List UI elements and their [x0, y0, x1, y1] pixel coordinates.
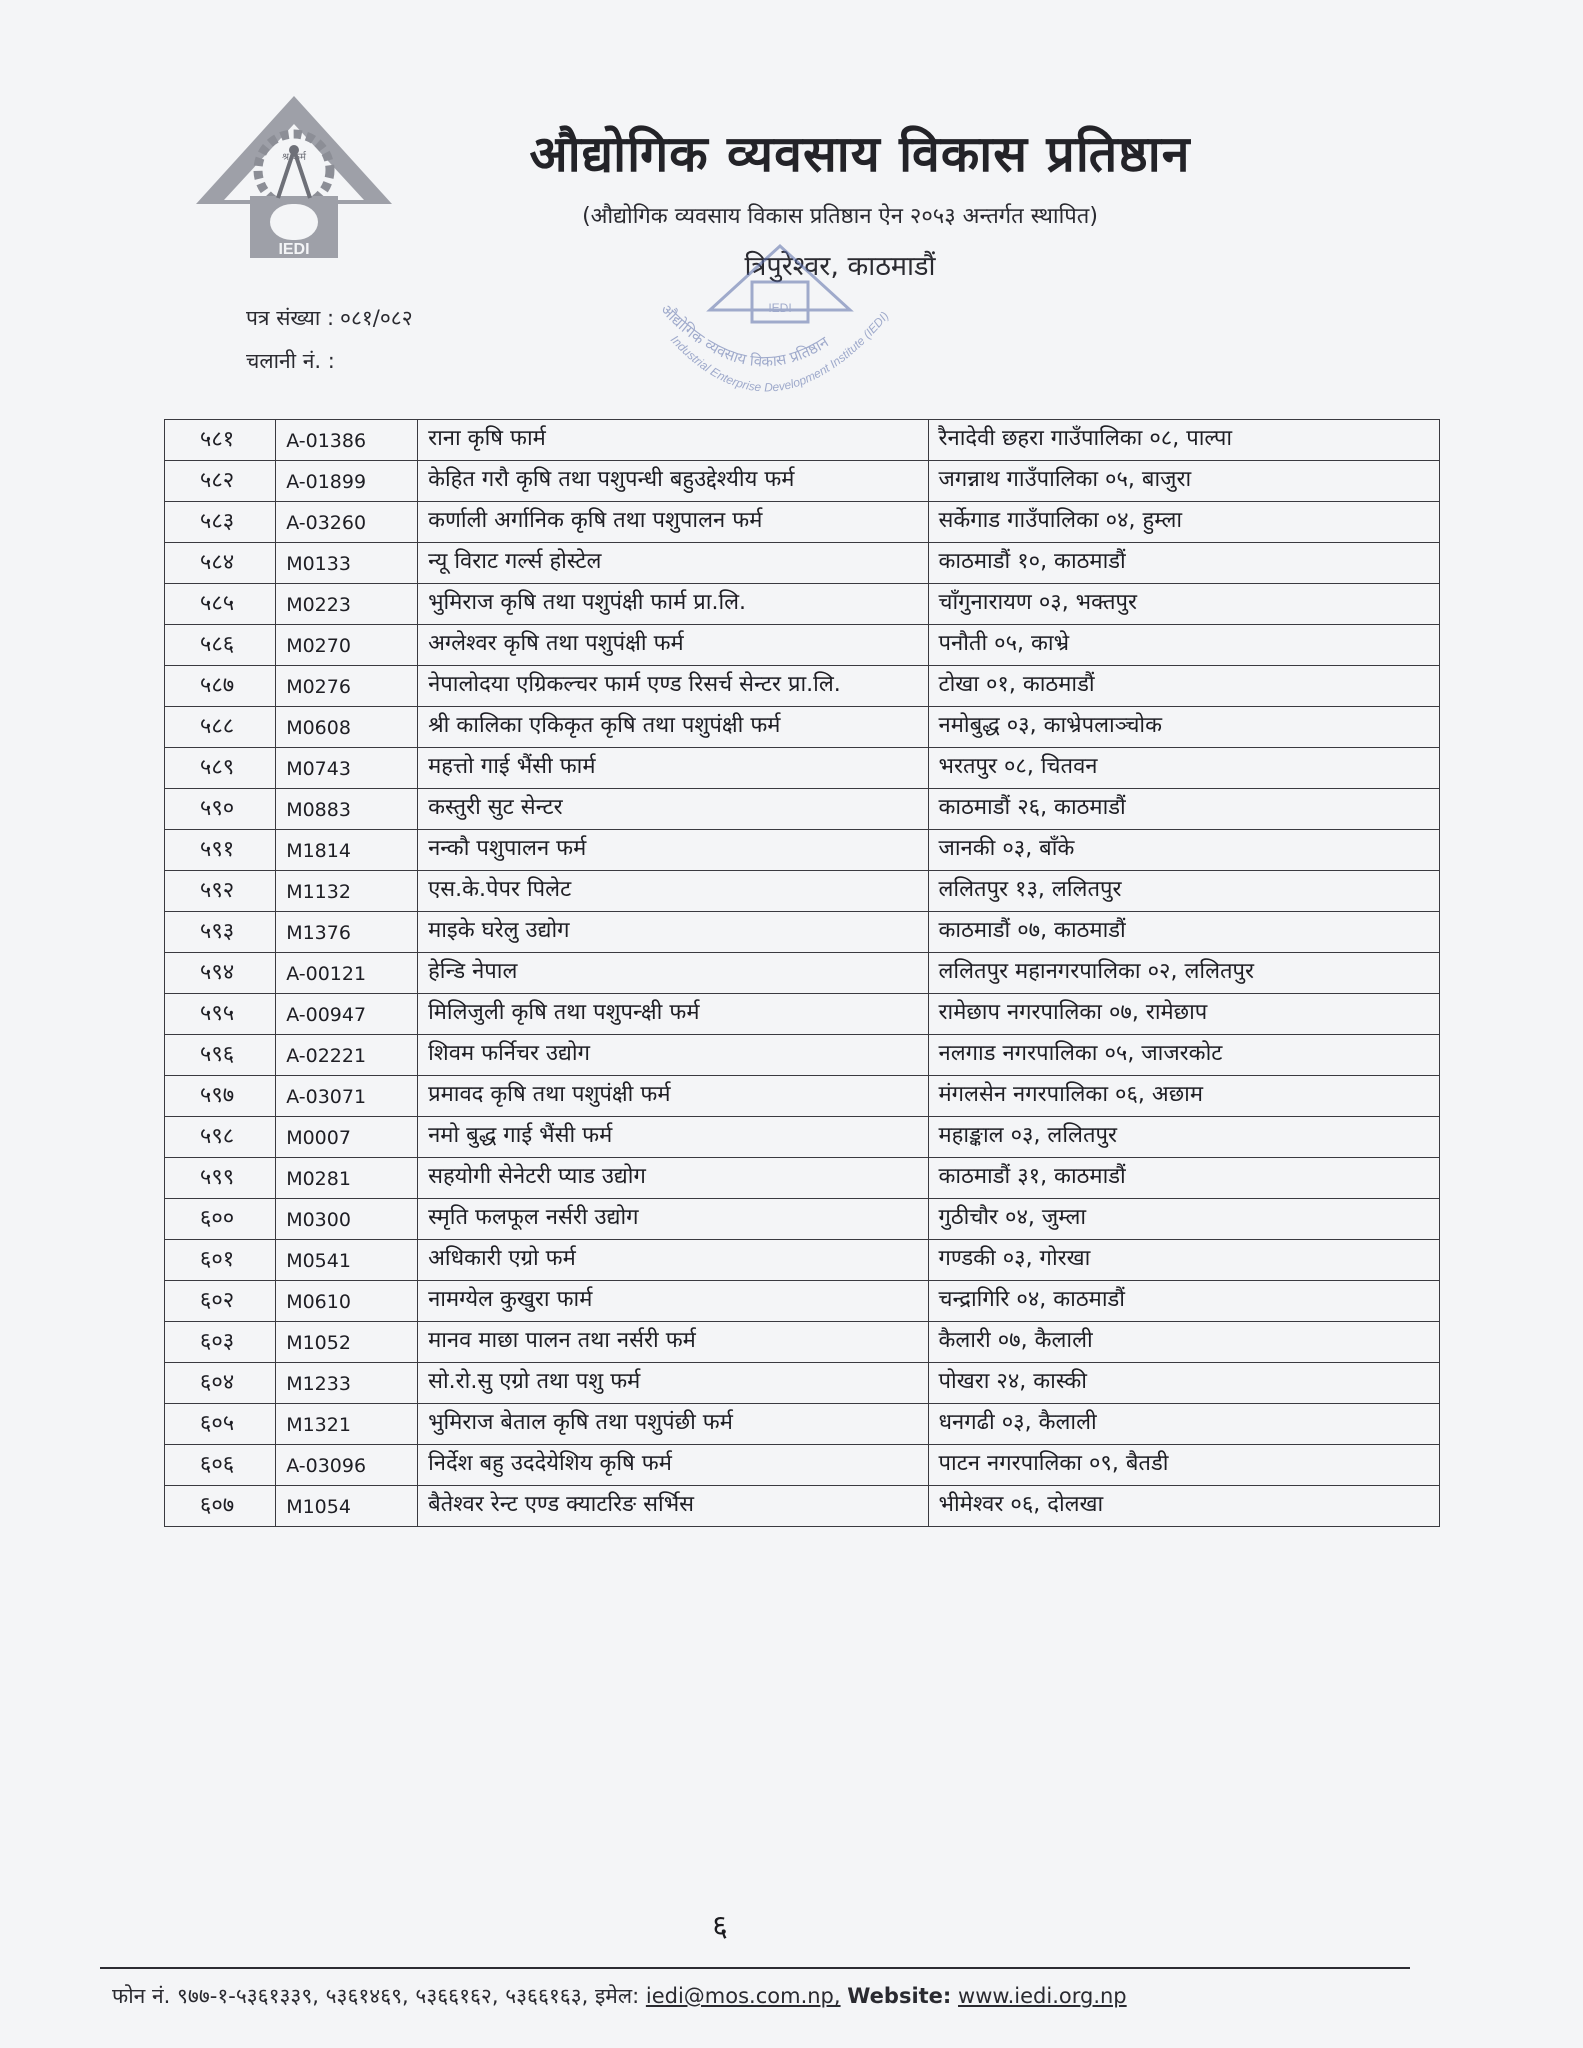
code-cell: M0270 [276, 625, 418, 666]
address-cell: जगन्नाथ गाउँपालिका ०५, बाजुरा [928, 461, 1440, 502]
name-cell: नामग्येल कुखुरा फार्म [418, 1281, 928, 1322]
serial-cell: ५८२ [165, 461, 276, 502]
serial-cell: ५९२ [165, 871, 276, 912]
table-row [165, 1486, 1440, 1527]
serial-cell: ५८४ [165, 543, 276, 584]
address-cell: भरतपुर ०८, चितवन [928, 748, 1440, 789]
table-row [165, 461, 1440, 502]
name-cell: प्रमावद कृषि तथा पशुपंक्षी फर्म [418, 1076, 928, 1117]
footer-contact [112, 1982, 1412, 2010]
code-cell: M0743 [276, 748, 418, 789]
name-cell: हेन्डि नेपाल [418, 953, 928, 994]
svg-text:IEDI: IEDI [768, 301, 792, 315]
serial-cell: ६०६ [165, 1445, 276, 1486]
serial-cell: ५९५ [165, 994, 276, 1035]
address-cell: ललितपुर १३, ललितपुर [928, 871, 1440, 912]
code-cell: M0608 [276, 707, 418, 748]
serial-cell: ५९६ [165, 1035, 276, 1076]
dispatch-number [246, 347, 335, 375]
code-cell: A-03096 [276, 1445, 418, 1486]
serial-cell: ५८९ [165, 748, 276, 789]
table-row [165, 1076, 1440, 1117]
serial-cell: ६०५ [165, 1404, 276, 1445]
table-row [165, 1281, 1440, 1322]
address-cell: गण्डकी ०३, गोरखा [928, 1240, 1440, 1281]
address-cell: चन्द्रागिरि ०४, काठमाडौं [928, 1281, 1440, 1322]
name-cell: बैतेश्वर रेन्ट एण्ड क्याटरिङ सर्भिस [418, 1486, 928, 1527]
code-cell: M1233 [276, 1363, 418, 1404]
email-link[interactable]: iedi@mos.com.np, [645, 1984, 841, 2008]
table-row [165, 1445, 1440, 1486]
table-row [165, 830, 1440, 871]
table-row [165, 1199, 1440, 1240]
iedi-logo [188, 92, 400, 264]
code-cell: M0610 [276, 1281, 418, 1322]
name-cell: निर्देश बहु उददेयेशिय कृषि फर्म [418, 1445, 928, 1486]
letter-reference [246, 304, 413, 332]
name-cell: नमो बुद्ध गाई भैंसी फर्म [418, 1117, 928, 1158]
code-cell: M1054 [276, 1486, 418, 1527]
website-link[interactable]: www.iedi.org.np [958, 1984, 1127, 2008]
address-cell: पनौती ०५, काभ्रे [928, 625, 1440, 666]
name-cell: न्यू विराट गर्ल्स होस्टेल [418, 543, 928, 584]
serial-cell: ५९३ [165, 912, 276, 953]
name-cell: मिलिजुली कृषि तथा पशुपन्क्षी फर्म [418, 994, 928, 1035]
serial-cell: ६०३ [165, 1322, 276, 1363]
table-row [165, 502, 1440, 543]
table-row [165, 871, 1440, 912]
address-cell: काठमाडौं ३१, काठमाडौं [928, 1158, 1440, 1199]
serial-cell: ६०४ [165, 1363, 276, 1404]
name-cell: श्री कालिका एकिकृत कृषि तथा पशुपंक्षी फर्म [418, 707, 928, 748]
name-cell: अग्लेश्वर कृषि तथा पशुपंक्षी फर्म [418, 625, 928, 666]
code-cell: M0223 [276, 584, 418, 625]
serial-cell: ५८७ [165, 666, 276, 707]
code-cell: A-00947 [276, 994, 418, 1035]
address-cell: ललितपुर महानगरपालिका ०२, ललितपुर [928, 953, 1440, 994]
table-row [165, 1117, 1440, 1158]
serial-cell: ५९० [165, 789, 276, 830]
table-row [165, 1158, 1440, 1199]
name-cell: भुमिराज बेताल कृषि तथा पशुपंछी फर्म [418, 1404, 928, 1445]
footer-divider [100, 1967, 1410, 1969]
address-cell: पाटन नगरपालिका ०९, बैतडी [928, 1445, 1440, 1486]
serial-cell: ५९८ [165, 1117, 276, 1158]
table-row [165, 420, 1440, 461]
address-cell: मंगलसेन नगरपालिका ०६, अछाम [928, 1076, 1440, 1117]
code-cell: A-02221 [276, 1035, 418, 1076]
code-cell: M0883 [276, 789, 418, 830]
table-row [165, 666, 1440, 707]
table-row [165, 1363, 1440, 1404]
name-cell: केहित गरौ कृषि तथा पशुपन्धी बहुउद्देश्यीय फर्म [418, 461, 928, 502]
name-cell: भुमिराज कृषि तथा पशुपंक्षी फार्म प्रा.लि. [418, 584, 928, 625]
page-number: ६ [712, 1909, 728, 1944]
name-cell: कर्णाली अर्गानिक कृषि तथा पशुपालन फर्म [418, 502, 928, 543]
organization-subtitle: (औद्योगिक व्यवसाय विकास प्रतिष्ठान ऐन २०५३ अन्तर्गत स्थापित) [582, 204, 1098, 229]
code-cell: M0133 [276, 543, 418, 584]
name-cell: राना कृषि फार्म [418, 420, 928, 461]
name-cell: सो.रो.सु एग्रो तथा पशु फर्म [418, 1363, 928, 1404]
code-cell: M1321 [276, 1404, 418, 1445]
phone-numbers: ९७७-१-५३६१३३९, ५३६१४६९, ५३६६१६२, ५३६६१६३, [176, 1984, 589, 2008]
table-row [165, 748, 1440, 789]
code-cell: M0007 [276, 1117, 418, 1158]
name-cell: एस.के.पेपर पिलेट [418, 871, 928, 912]
address-cell: नमोबुद्ध ०३, काभ्रेपलाञ्चोक [928, 707, 1440, 748]
code-cell: A-01386 [276, 420, 418, 461]
address-cell: महाङ्काल ०३, ललितपुर [928, 1117, 1440, 1158]
address-cell: कैलारी ०७, कैलाली [928, 1322, 1440, 1363]
serial-cell: ६०० [165, 1199, 276, 1240]
serial-cell: ५९१ [165, 830, 276, 871]
serial-cell: ६०२ [165, 1281, 276, 1322]
table-row [165, 543, 1440, 584]
code-cell: A-03071 [276, 1076, 418, 1117]
serial-cell: ५९७ [165, 1076, 276, 1117]
serial-cell: ५८८ [165, 707, 276, 748]
address-cell: सर्केगाड गाउँपालिका ०४, हुम्ला [928, 502, 1440, 543]
table-row [165, 1240, 1440, 1281]
name-cell: नन्कौ पशुपालन फर्म [418, 830, 928, 871]
ref-label: पत्र संख्या : [246, 306, 335, 330]
stamp-text-nepali: औद्योगिक व्यवसाय विकास प्रतिष्ठान [657, 300, 832, 371]
code-cell: M0276 [276, 666, 418, 707]
name-cell: अधिकारी एग्रो फर्म [418, 1240, 928, 1281]
table-row [165, 912, 1440, 953]
email-label: इमेल: [595, 1984, 640, 2008]
serial-cell: ५८१ [165, 420, 276, 461]
serial-cell: ५८३ [165, 502, 276, 543]
table-row [165, 1404, 1440, 1445]
address-cell: पोखरा २४, कास्की [928, 1363, 1440, 1404]
name-cell: सहयोगी सेनेटरी प्याड उद्योग [418, 1158, 928, 1199]
dispatch-label: चलानी नं. : [246, 349, 335, 373]
code-cell: M0541 [276, 1240, 418, 1281]
name-cell: कस्तुरी सुट सेन्टर [418, 789, 928, 830]
address-cell: काठमाडौं ०७, काठमाडौं [928, 912, 1440, 953]
logo-text: IEDI [278, 241, 310, 258]
website-label: Website: [847, 1984, 952, 2008]
organization-title: औद्योगिक व्यवसाय विकास प्रतिष्ठान [529, 124, 1191, 183]
code-cell: M1376 [276, 912, 418, 953]
address-cell: जानकी ०३, बाँके [928, 830, 1440, 871]
code-cell: M0300 [276, 1199, 418, 1240]
name-cell: शिवम फर्निचर उद्योग [418, 1035, 928, 1076]
code-cell: A-03260 [276, 502, 418, 543]
table-row [165, 1035, 1440, 1076]
stamp-text-english: Industrial Enterprise Development Institute (IEDI) [667, 308, 892, 395]
phone-label: फोन नं. [112, 1984, 171, 2008]
address-cell: काठमाडौं १०, काठमाडौं [928, 543, 1440, 584]
address-cell: गुठीचौर ०४, जुम्ला [928, 1199, 1440, 1240]
name-cell: माइके घरेलु उद्योग [418, 912, 928, 953]
name-cell: नेपालोदया एग्रिकल्चर फार्म एण्ड रिसर्च सेन्टर प्रा.लि. [418, 666, 928, 707]
address-cell: रैनादेवी छहरा गाउँपालिका ०८, पाल्पा [928, 420, 1440, 461]
logo-top-text: श्र कर्म [282, 152, 306, 163]
code-cell: A-01899 [276, 461, 418, 502]
serial-cell: ५८६ [165, 625, 276, 666]
organization-address: त्रिपुरेश्वर, काठमाडौं [744, 251, 936, 282]
code-cell: M1814 [276, 830, 418, 871]
serial-cell: ६०१ [165, 1240, 276, 1281]
serial-cell: ६०७ [165, 1486, 276, 1527]
code-cell: M0281 [276, 1158, 418, 1199]
table-row [165, 707, 1440, 748]
office-stamp [640, 240, 920, 420]
ref-value: ०८१/०८२ [340, 306, 413, 330]
address-cell: धनगढी ०३, कैलाली [928, 1404, 1440, 1445]
address-cell: भीमेश्वर ०६, दोलखा [928, 1486, 1440, 1527]
table-row [165, 994, 1440, 1035]
table-row [165, 953, 1440, 994]
code-cell: A-00121 [276, 953, 418, 994]
serial-cell: ५९४ [165, 953, 276, 994]
enterprise-table [164, 419, 1440, 1527]
address-cell: चाँगुनारायण ०३, भक्तपुर [928, 584, 1440, 625]
name-cell: स्मृति फलफूल नर्सरी उद्योग [418, 1199, 928, 1240]
table-row [165, 625, 1440, 666]
code-cell: M1132 [276, 871, 418, 912]
address-cell: काठमाडौं २६, काठमाडौं [928, 789, 1440, 830]
address-cell: रामेछाप नगरपालिका ०७, रामेछाप [928, 994, 1440, 1035]
address-cell: नलगाड नगरपालिका ०५, जाजरकोट [928, 1035, 1440, 1076]
address-cell: टोखा ०१, काठमाडौं [928, 666, 1440, 707]
code-cell: M1052 [276, 1322, 418, 1363]
table-row [165, 584, 1440, 625]
serial-cell: ५९९ [165, 1158, 276, 1199]
table-row [165, 789, 1440, 830]
serial-cell: ५८५ [165, 584, 276, 625]
name-cell: मानव माछा पालन तथा नर्सरी फर्म [418, 1322, 928, 1363]
name-cell: महत्तो गाई भैंसी फार्म [418, 748, 928, 789]
table-row [165, 1322, 1440, 1363]
